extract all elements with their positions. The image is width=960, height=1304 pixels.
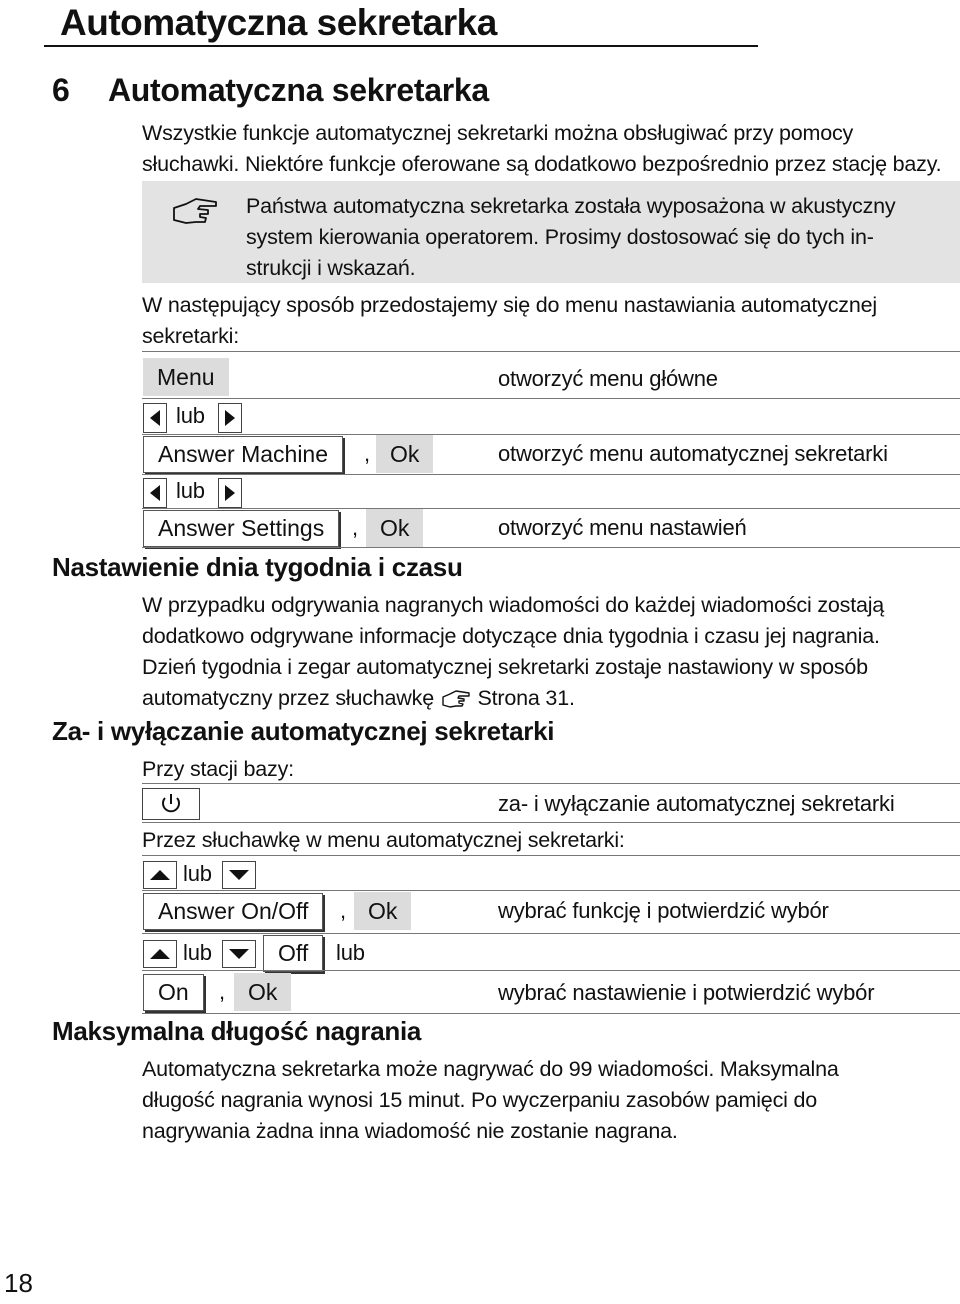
nav-up-key[interactable] <box>143 940 177 968</box>
header-rule <box>44 45 758 47</box>
menu-key[interactable]: Menu <box>143 358 229 396</box>
table-rule <box>142 434 960 435</box>
chapter-number: 6 <box>52 72 70 108</box>
table-rule <box>142 970 960 971</box>
ok-key[interactable]: Ok <box>376 435 433 473</box>
step-description: otworzyć menu główne <box>498 366 718 391</box>
arrow-left-icon <box>150 410 160 426</box>
chapter-title: Automatyczna sekretarka <box>108 72 489 108</box>
section-heading-on-off: Za- i wyłączanie automatycznej sekretarki <box>52 716 555 746</box>
intro-paragraph <box>142 118 941 180</box>
comma-separator: , <box>340 898 346 923</box>
menu-intro-line: W następujący sposób przedostajemy się do menu nastawiania automatycznej <box>142 293 877 317</box>
or-label: lub <box>176 403 205 428</box>
nav-left-key[interactable] <box>143 403 167 433</box>
table-rule <box>142 547 960 548</box>
intro-line: Wszystkie funkcje automatycznej sekretarki można obsługiwać przy pomocy <box>142 121 854 145</box>
pointing-hand-icon <box>442 689 470 709</box>
page-reference[interactable]: Strona 31. <box>477 686 575 710</box>
note-line: system kierowania operatorem. Prosimy dostosować się do tych in- <box>246 225 874 249</box>
paragraph-text: automatyczny przez słuchawkę <box>142 686 434 710</box>
handset-label: Przez słuchawkę w menu automatycznej sekretarki: <box>142 828 625 852</box>
pointing-hand-icon <box>172 196 218 226</box>
arrow-up-icon <box>150 949 170 959</box>
or-label: lub <box>183 940 212 965</box>
paragraph-line: Dzień tygodnia i zegar automatycznej sekretarki zostaje nastawiony w sposób <box>142 655 868 679</box>
arrow-right-icon <box>225 485 235 501</box>
intro-line: słuchawki. Niektóre funkcje oferowane są dodatkowo bezpośrednio przez stację bazy. <box>142 152 942 176</box>
nav-down-key[interactable] <box>222 861 256 889</box>
arrow-left-icon <box>150 485 160 501</box>
nav-down-key[interactable] <box>222 940 256 968</box>
arrow-down-icon <box>229 870 249 880</box>
menu-access-intro <box>142 290 877 352</box>
table-rule <box>142 783 960 784</box>
note-text <box>246 191 895 284</box>
or-label: lub <box>176 478 205 503</box>
section-heading-max-length: Maksymalna długość nagrania <box>52 1016 422 1046</box>
nav-left-key[interactable] <box>143 478 167 508</box>
off-option[interactable]: Off <box>263 935 323 972</box>
comma-separator: , <box>352 515 358 540</box>
ok-key[interactable]: Ok <box>354 892 411 930</box>
table-rule <box>142 933 960 934</box>
nav-right-key[interactable] <box>218 478 242 508</box>
table-rule <box>142 890 960 891</box>
nav-up-key[interactable] <box>143 861 177 889</box>
table-rule <box>142 508 960 509</box>
page-number: 18 <box>4 1268 33 1298</box>
note-line: strukcji i wskazań. <box>246 256 416 280</box>
table-rule <box>142 398 960 399</box>
step-description: wybrać nastawienie i potwierdzić wybór <box>498 980 875 1005</box>
table-rule <box>142 822 960 823</box>
menu-intro-line: sekretarki: <box>142 324 239 348</box>
arrow-right-icon <box>225 410 235 426</box>
table-rule <box>142 855 960 856</box>
paragraph-line <box>142 683 884 714</box>
base-station-label: Przy stacji bazy: <box>142 757 294 781</box>
on-option[interactable]: On <box>143 974 204 1011</box>
power-icon <box>143 789 199 819</box>
paragraph-line: dodatkowo odgrywane informacje dotyczące dnia tygodnia i czasu jej nagrania. <box>142 624 880 648</box>
table-rule <box>142 474 960 475</box>
or-label: lub <box>183 861 212 886</box>
page-header: Automatyczna sekretarka <box>60 2 497 43</box>
table-rule <box>142 1013 960 1014</box>
section-heading-day-time: Nastawienie dnia tygodnia i czasu <box>52 552 463 582</box>
day-time-paragraph <box>142 590 884 714</box>
paragraph-line: Automatyczna sekretarka może nagrywać do 99 wiadomości. Maksymalna <box>142 1057 839 1081</box>
step-description: za- i wyłączanie automatycznej sekretarki <box>498 791 895 816</box>
paragraph-line: długość nagrania wynosi 15 minut. Po wyczerpaniu zasobów pamięci do <box>142 1088 817 1112</box>
nav-right-key[interactable] <box>218 403 242 433</box>
ok-key[interactable]: Ok <box>234 973 291 1011</box>
arrow-up-icon <box>150 870 170 880</box>
comma-separator: , <box>219 979 225 1004</box>
step-description: wybrać funkcję i potwierdzić wybór <box>498 898 829 923</box>
comma-separator: , <box>364 441 370 466</box>
answer-machine-option[interactable]: Answer Machine <box>143 436 343 473</box>
max-length-paragraph <box>142 1054 839 1147</box>
note-line: Państwa automatyczna sekretarka została wyposażona w akustyczny <box>246 194 896 218</box>
answer-onoff-option[interactable]: Answer On/Off <box>143 893 323 930</box>
table-rule <box>142 351 960 352</box>
step-description: otworzyć menu automatycznej sekretarki <box>498 441 888 466</box>
paragraph-line: W przypadku odgrywania nagranych wiadomości do każdej wiadomości zostają <box>142 593 885 617</box>
power-key[interactable] <box>142 788 200 820</box>
arrow-down-icon <box>229 949 249 959</box>
step-description: otworzyć menu nastawień <box>498 515 747 540</box>
or-label: lub <box>336 940 365 965</box>
answer-settings-option[interactable]: Answer Settings <box>143 510 339 547</box>
ok-key[interactable]: Ok <box>366 509 423 547</box>
paragraph-line: nagrywania żadna inna wiadomość nie zostanie nagrana. <box>142 1119 678 1143</box>
